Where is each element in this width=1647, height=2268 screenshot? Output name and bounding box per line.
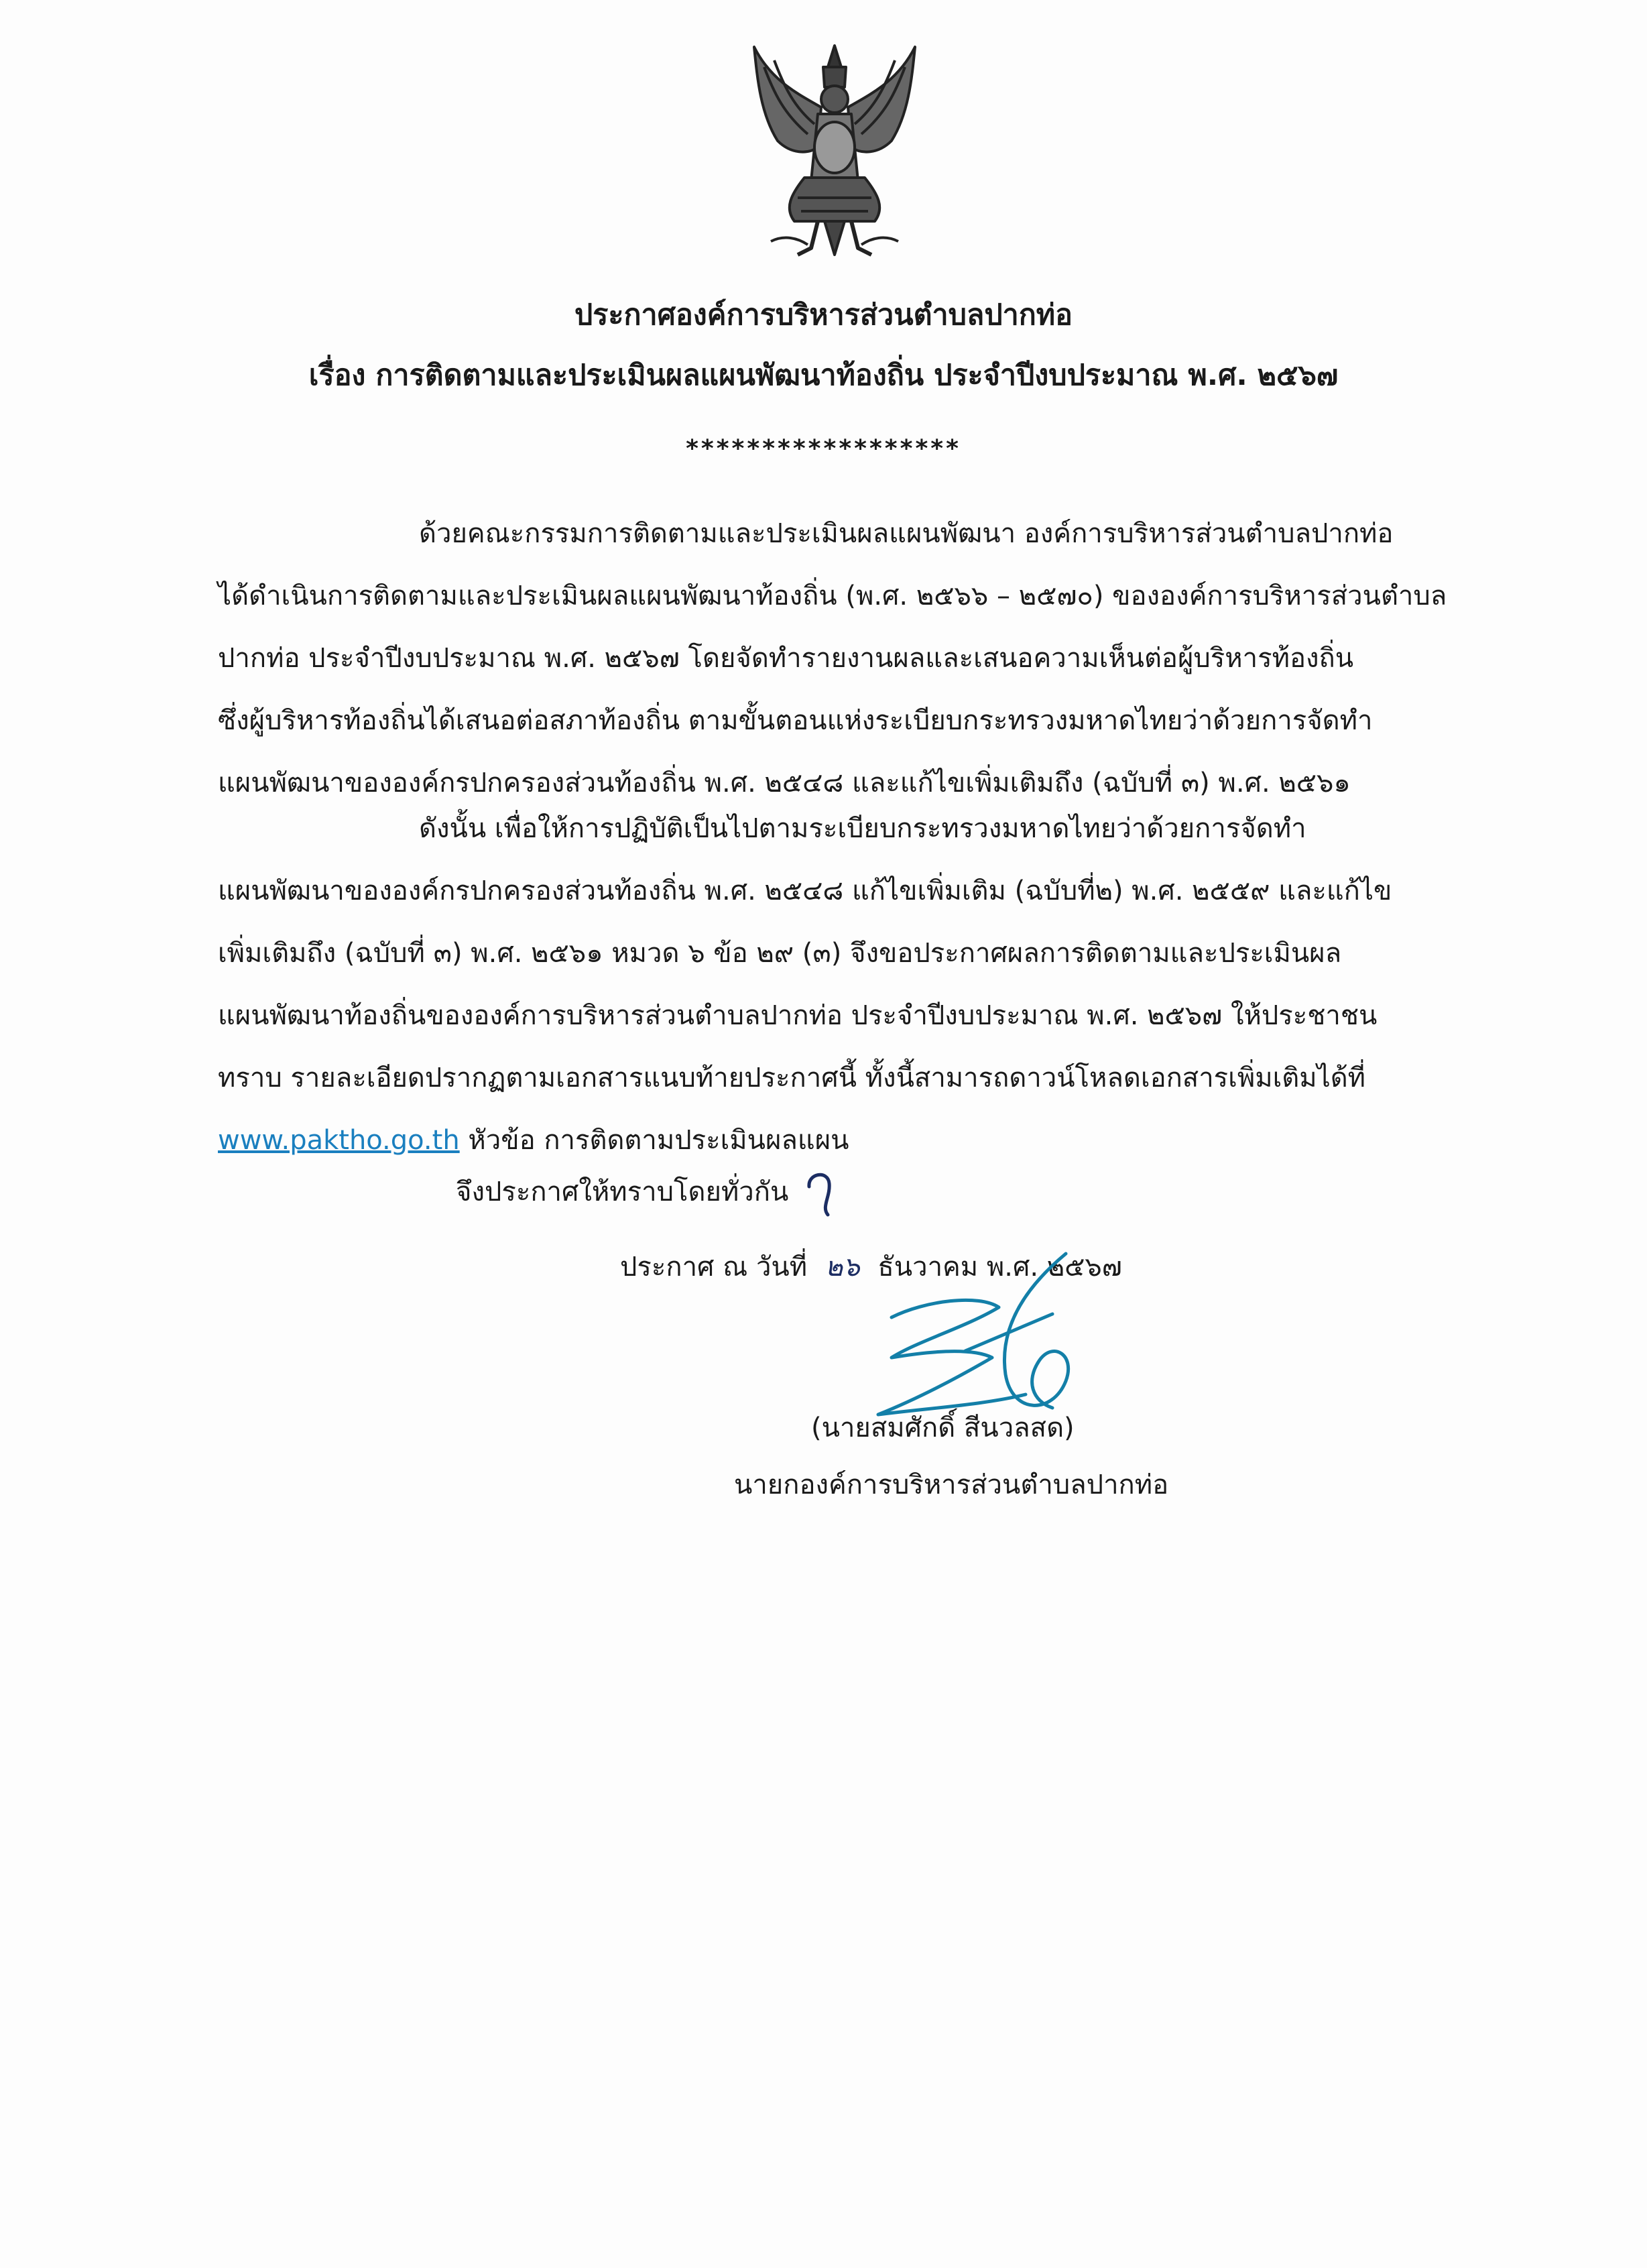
paragraph-line: แผนพัฒนาขององค์กรปกครองส่วนท้องถิ่น พ.ศ. ๒๕๔๘ แก้ไขเพิ่มเติม (ฉบับที่๒) พ.ศ. ๒๕๕๙ และแก้ไข: [218, 876, 1392, 906]
date-suffix: ธันวาคม พ.ศ. ๒๕๖๗: [877, 1252, 1122, 1282]
paragraph-line-link: [218, 1110, 1522, 1172]
signer-position: นายกองค์การบริหารส่วนตำบลปากท่อ: [734, 1470, 1169, 1500]
paragraph-line: เพิ่มเติมถึง (ฉบับที่ ๓) พ.ศ. ๒๕๖๑ หมวด ๖ ข้อ ๒๙ (๓) จึงขอประกาศผลการติดตามและประเมินผล: [218, 938, 1342, 969]
website-link[interactable]: www.paktho.go.th: [218, 1125, 460, 1156]
garuda-emblem-icon: [744, 40, 925, 261]
date-prefix: ประกาศ ณ วันที่: [620, 1252, 808, 1282]
paragraph-line: แผนพัฒนาขององค์กรปกครองส่วนท้องถิ่น พ.ศ. ๒๕๔๘ และแก้ไขเพิ่มเติมถึง (ฉบับที่ ๓) พ.ศ. ๒๕๖๑: [218, 768, 1351, 798]
handwritten-mark-icon: [801, 1167, 841, 1220]
website-suffix: หัวข้อ การติดตามประเมินผลแผน: [459, 1125, 849, 1156]
paragraph-line: ได้ดำเนินการติดตามและประเมินผลแผนพัฒนาท้องถิ่น (พ.ศ. ๒๕๖๖ – ๒๕๗๐) ขององค์การบริหารส่วนตำบล: [218, 581, 1447, 611]
paragraph-2: [218, 798, 1522, 1172]
paragraph-line: ด้วยคณะกรรมการติดตามและประเมินผลแผนพัฒนา องค์การบริหารส่วนตำบลปากท่อ: [419, 518, 1394, 549]
closing-statement: [456, 1167, 841, 1220]
document-subject: เรื่อง การติดตามและประเมินผลแผนพัฒนาท้องถิ่น ประจำปีงบประมาณ พ.ศ. ๒๕๖๗: [308, 359, 1339, 392]
paragraph-line: แผนพัฒนาท้องถิ่นขององค์การบริหารส่วนตำบลปากท่อ ประจำปีงบประมาณ พ.ศ. ๒๕๖๗ ให้ประชาชน: [218, 1000, 1378, 1031]
closing-text: จึงประกาศให้ทราบโดยทั่วกัน: [456, 1177, 789, 1207]
signer-name: (นายสมศักดิ์ สีนวลสด): [811, 1413, 1075, 1443]
paragraph-line: ทราบ รายละเอียดปรากฏตามเอกสารแนบท้ายประกาศนี้ ทั้งนี้สามารถดาวน์โหลดเอกสารเพิ่มเติมได้ที่: [218, 1063, 1366, 1093]
paragraph-line: ดังนั้น เพื่อให้การปฏิบัติเป็นไปตามระเบียบกระทรวงมหาดไทยว่าด้วยการจัดทำ: [419, 813, 1306, 844]
document-title: ประกาศองค์การบริหารส่วนตำบลปากท่อ: [574, 298, 1073, 332]
paragraph-line: ปากท่อ ประจำปีงบประมาณ พ.ศ. ๒๕๖๗ โดยจัดทำรายงานผลและเสนอความเห็นต่อผู้บริหารท้องถิ่น: [218, 643, 1354, 674]
date-day-handwritten: ๒๖: [825, 1252, 860, 1282]
separator: ******************: [686, 435, 961, 463]
paragraph-line: ซึ่งผู้บริหารท้องถิ่นได้เสนอต่อสภาท้องถิ่น ตามขั้นตอนแห่งระเบียบกระทรวงมหาดไทยว่าด้วยการจัดทำ: [218, 705, 1373, 736]
paragraph-1: [218, 503, 1522, 815]
